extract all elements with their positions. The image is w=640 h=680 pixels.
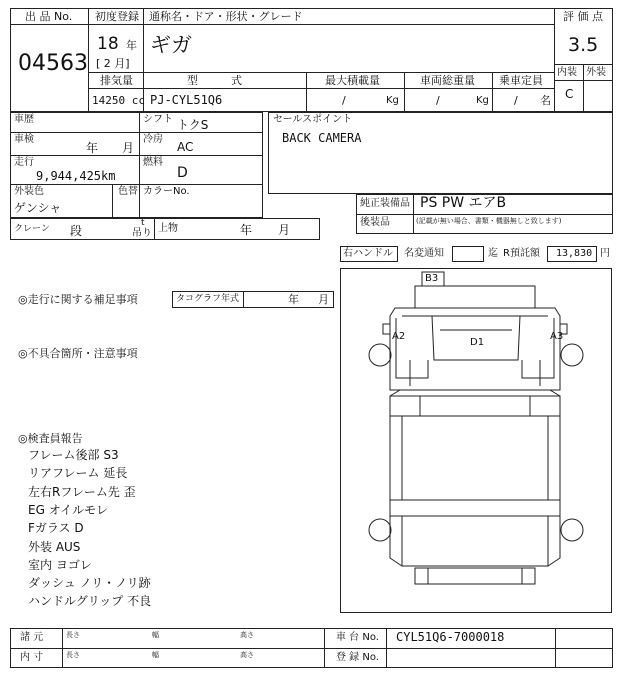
after-note: (記載が無い場合、書類・機器無しと致します)	[416, 217, 562, 225]
fuel-value: D	[177, 165, 188, 181]
interior-grade: C	[565, 87, 574, 101]
report-item: EG オイルモレ	[28, 502, 109, 517]
displacement-label: 排気量	[100, 74, 133, 87]
r-unit: 円	[600, 248, 610, 259]
equip-label: 純正装備品	[360, 198, 410, 209]
displacement-value: 14250 cc	[92, 94, 145, 107]
load-label: 最大積載量	[325, 74, 380, 87]
inspection-label: 車検	[14, 134, 34, 145]
platform-label: 上物	[158, 223, 178, 234]
load-unit: Kg	[386, 95, 399, 106]
row2-label: 内 寸	[20, 652, 44, 663]
mark-d1: D1	[470, 337, 485, 348]
mileage-value: 9,944,425km	[36, 169, 116, 183]
mark-a3: A3	[550, 331, 564, 342]
report-item: 左右Rフレーム先 歪	[28, 484, 136, 499]
exterior-label: 外装	[586, 67, 606, 78]
chassis-value: CYL51Q6-7000018	[396, 630, 505, 644]
chassis-label: 車 台 No.	[336, 632, 379, 643]
color-label: 外装色	[14, 186, 44, 197]
history-label: 車歴	[14, 114, 34, 125]
sales-value: BACK CAMERA	[282, 131, 362, 145]
report-item: 外装 AUS	[28, 539, 81, 554]
load-value: /	[342, 94, 346, 107]
r-text: R預託額	[503, 248, 540, 259]
inspection-month: 月	[122, 141, 135, 155]
interior-label: 内装	[557, 67, 577, 78]
capacity-label: 乗車定員	[499, 74, 543, 87]
name-change-box	[452, 246, 484, 262]
rating-value: 3.5	[568, 34, 599, 56]
ac-value: AC	[177, 140, 194, 154]
len-label-1: 長さ	[66, 631, 80, 639]
mileage-label: 走行	[14, 157, 34, 168]
inspector-heading: ◎検査員報告	[18, 432, 83, 445]
lot-number: 04563	[18, 51, 88, 76]
r-label: 迄	[488, 248, 498, 259]
tacho-year: 年	[288, 293, 299, 306]
gross-value: /	[436, 94, 440, 107]
type-value: PJ-CYL51Q6	[150, 93, 223, 107]
report-item: Fガラス D	[28, 521, 84, 536]
color-no-label: カラーNo.	[143, 186, 190, 197]
model-name: ギガ	[150, 33, 192, 57]
report-item: 室内 ヨゴレ	[28, 557, 92, 572]
r-value: 13,830	[556, 248, 593, 259]
shift-value: トクS	[177, 118, 209, 132]
year-value: 18	[97, 34, 119, 54]
title-label: 通称名・ドア・形状・グレード	[149, 10, 303, 23]
width-label-2: 幅	[152, 651, 159, 659]
reg-label: 登 録 No.	[336, 652, 379, 663]
ac-label: 冷房	[143, 134, 163, 145]
row1-label: 諸 元	[20, 632, 44, 643]
driving-heading: ◎走行に関する補足事項	[18, 293, 138, 306]
mark-b3: B3	[425, 273, 439, 284]
report-item: リアフレーム 延長	[28, 466, 128, 481]
sales-label: セールスポイント	[273, 114, 353, 125]
name-change-label: 名変通知	[404, 248, 444, 259]
lot-label: 出 品 No.	[25, 10, 73, 23]
len-label-2: 長さ	[66, 651, 80, 659]
shift-label: シフト	[143, 114, 173, 125]
inspection-year: 年	[86, 141, 99, 155]
capacity-value: /	[514, 94, 518, 107]
color-value: ゲンシャ	[14, 201, 62, 215]
capacity-unit: 名	[540, 94, 551, 107]
gross-unit: Kg	[476, 95, 489, 106]
rating-label: 評 価 点	[563, 10, 603, 23]
color-change-label: 色替	[118, 186, 138, 197]
mark-a2: A2	[392, 331, 406, 342]
truck-diagram	[340, 268, 612, 613]
year-unit: 年	[126, 39, 137, 52]
crane-label: クレーン	[14, 224, 50, 234]
crane-stage: 段	[70, 224, 83, 238]
tacho-month: 月	[318, 293, 329, 306]
equip-value: PS PW エアB	[420, 195, 507, 211]
crane-ton: 吊り	[132, 228, 152, 239]
height-label-1: 高さ	[240, 631, 254, 639]
gross-label: 車両総重量	[420, 74, 475, 87]
width-label-1: 幅	[152, 631, 159, 639]
after-label: 後装品	[360, 217, 390, 228]
crane-ton-top: t	[141, 218, 145, 228]
steering-value: 右ハンドル	[343, 248, 393, 259]
report-item: フレーム後部 S3	[28, 448, 119, 462]
platform-year: 年	[240, 223, 253, 237]
height-label-2: 高さ	[240, 651, 254, 659]
platform-month: 月	[278, 223, 291, 237]
defect-heading: ◎不具合箇所・注意事項	[18, 347, 138, 360]
month-value: [ 2 月]	[96, 57, 130, 70]
type-label: 型 式	[187, 74, 242, 87]
fuel-label: 燃料	[143, 157, 163, 168]
first-reg-label: 初度登録	[95, 10, 139, 23]
tacho-label: タコグラフ年式	[176, 294, 240, 304]
report-item: ハンドルグリップ 不良	[28, 594, 152, 609]
report-item: ダッシュ ノリ・ノリ跡	[28, 576, 151, 591]
